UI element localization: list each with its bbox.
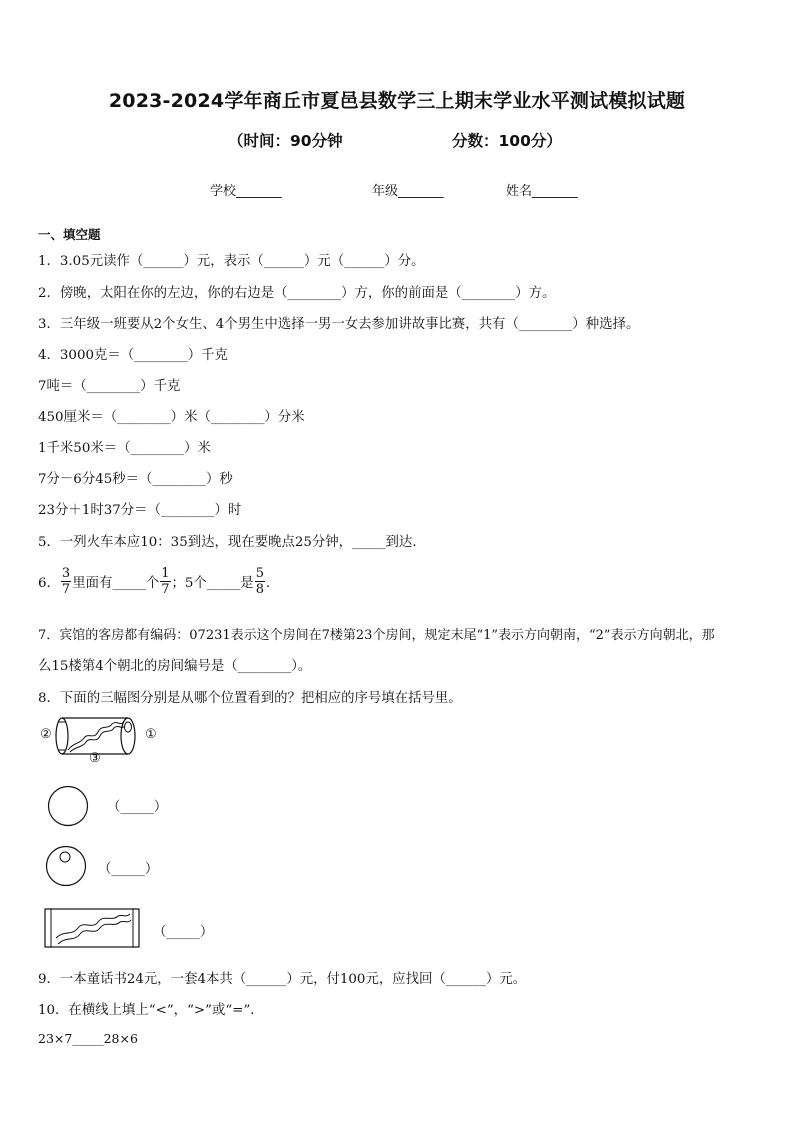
question-5: 5．一列火车本应10：35到达，现在要晚点25分钟，_____到达． [38,535,426,550]
question-7-line-2: 么15楼第4个朝北的房间编号是（________）。 [38,659,312,674]
q6-text-1: 里面有_____个 [72,576,160,591]
label-position-2: ② [40,727,52,742]
name-field: 姓名_______ [506,184,578,199]
fraction-denominator: 7 [61,582,71,597]
question-8: 8．下面的三幅图分别是从哪个位置看到的？把相应的序号填在括号里。 [38,691,462,706]
question-9: 9．一本童话书24元，一套4本共（______）元，付100元，应找回（______）元。 [38,972,527,987]
question-4-line-1: 4．3000克＝（________）千克 [38,348,228,363]
question-2: 2．傍晚，太阳在你的左边，你的右边是（________）方，你的前面是（________）方。 [38,286,556,301]
fraction-denominator: 7 [161,582,170,597]
label-position-1: ① [145,727,157,742]
grade-field: 年级_______ [372,184,444,199]
q6-suffix: ． [265,576,280,591]
question-4-line-2: 7吨＝（________）千克 [38,379,181,394]
question-4-line-3: 450厘米＝（________）米（________）分米 [38,410,305,425]
question-1: 1．3.05元读作（______）元，表示（______）元（______）分。 [38,254,425,269]
school-field: 学校_______ [210,184,282,199]
score-label: 分数：100分） [452,132,562,150]
circle-view-icon [46,784,90,828]
answer-blank-3: （_____） [153,925,214,940]
question-7-line-1: 7．宾馆的客房都有编码：07231表示这个房间在7楼第23个房间，规定末尾“1”表示方向朝南，“2”表示方向朝北，那 [38,628,715,643]
question-10: 10．在横线上填上“<”，“>”或“=”． [38,1003,264,1018]
fraction-numerator: 1 [161,566,170,581]
answer-blank-2: （_____） [98,862,159,877]
question-4-line-4: 1千米50米＝（________）米 [38,441,211,456]
circle-with-hole-view-icon [44,844,88,888]
label-position-3: ③ [89,751,101,766]
fraction-numerator: 5 [255,566,264,581]
q6-text-2: ；5个_____是 [171,576,254,591]
question-3: 3．三年级一班要从2个女生、4个男生中选择一男一女去参加讲故事比赛，共有（________）种选择。 [38,317,640,332]
fraction-5-8 [255,566,265,597]
fraction-1-7 [160,566,170,597]
q6-prefix: 6． [38,576,60,591]
answer-blank-1: （_____） [107,800,168,815]
question-10-item-1: 23×7_____28×6 [38,1031,138,1046]
page-title: 2023-2024学年商丘市夏邑县数学三上期末学业水平测试模拟试题 [108,90,686,112]
time-label: （时间：90分钟 [228,132,343,150]
question-6 [38,566,279,597]
fraction-3-7 [61,566,71,597]
question-4-line-5: 7分－6分45秒＝（________）秒 [38,472,233,487]
section-title: 一、填空题 [38,227,101,242]
fraction-denominator: 8 [255,582,264,597]
fraction-numerator: 3 [61,566,71,581]
question-4-line-6: 23分＋1时37分＝（________）时 [38,503,242,518]
side-view-icon [44,906,142,950]
